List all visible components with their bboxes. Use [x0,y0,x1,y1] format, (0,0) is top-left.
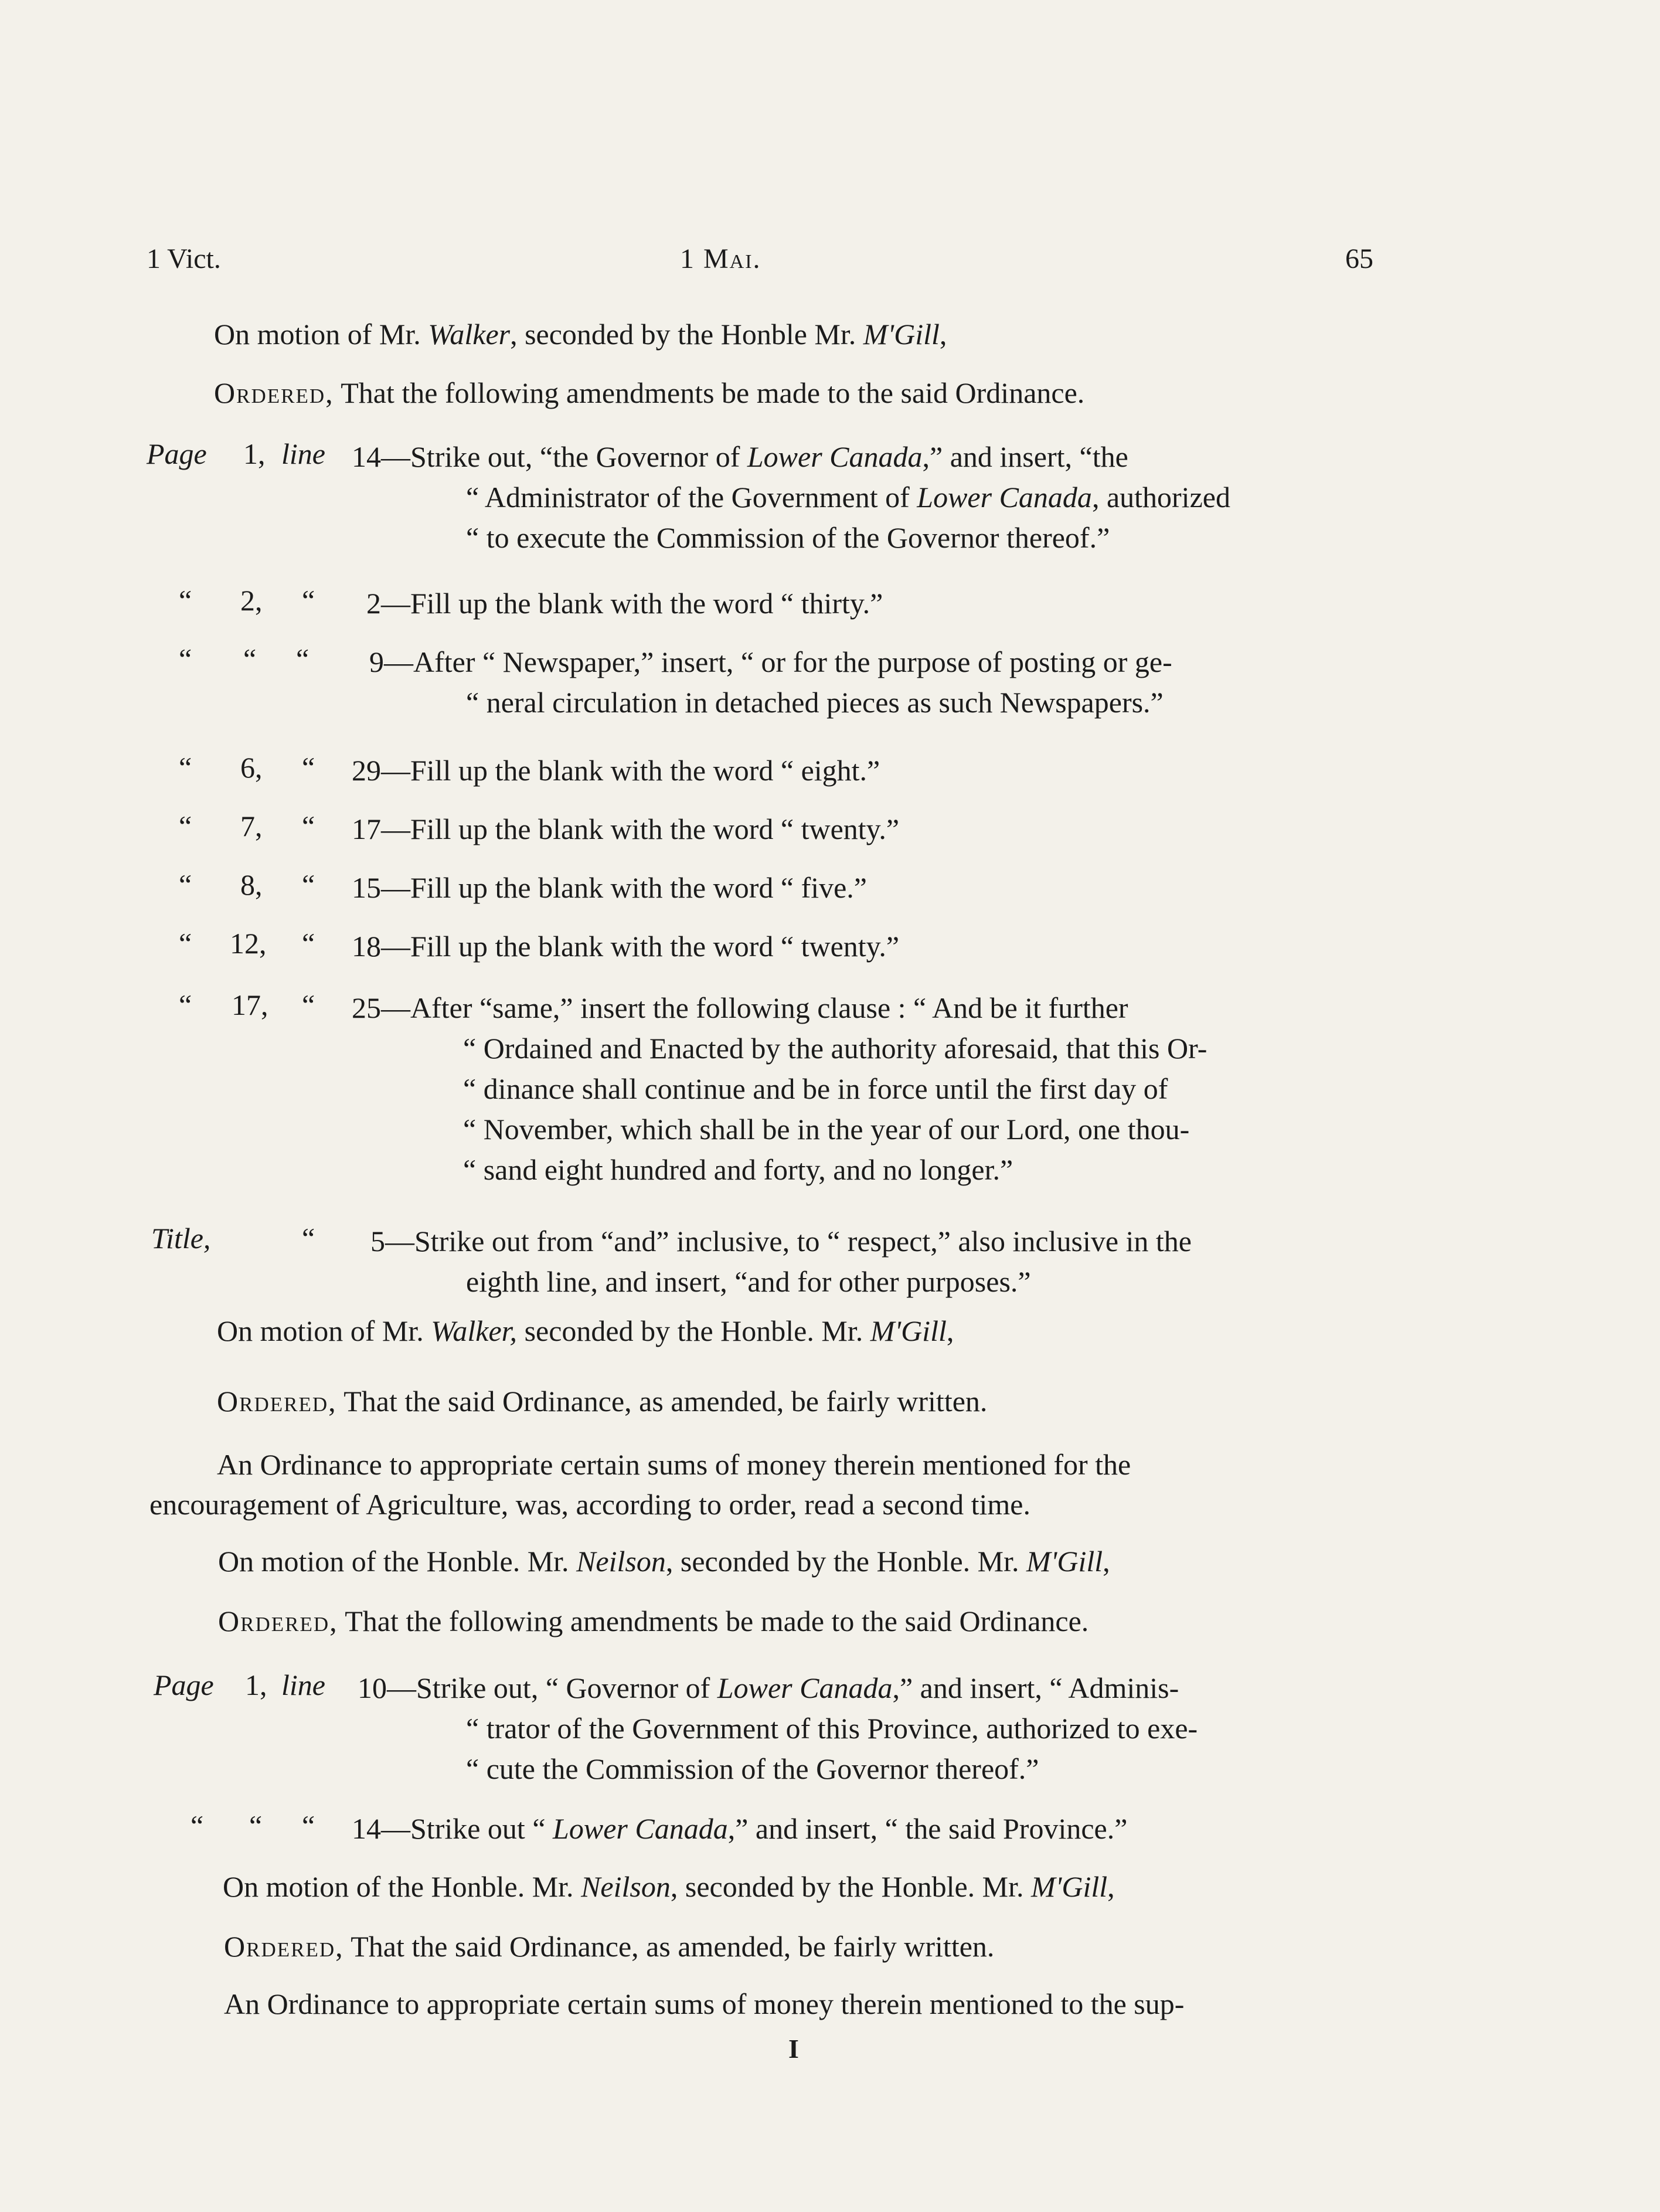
a2-entry-1-line-0-seg-0: Strike out “ [410,1812,553,1845]
ordered-1-text: That the following amendments be made to the said Ordinance. [334,376,1085,409]
a1-entry-7-line-1-seg-0: “ Ordained and Enacted by the authority aforesaid, that this Or- [463,1032,1207,1065]
motion-3-mover: Neilson [576,1545,666,1578]
a1-entry-0-line-0 [352,437,1128,477]
motion-2-mid: seconded by the Honble. Mr. [517,1314,870,1347]
a1-line-no-4: 17— [352,813,410,845]
a1-page-word-8: Title, [151,1222,211,1255]
a1-entry-8-line-0 [370,1221,1192,1262]
motion-4-mid: , seconded by the Honble. Mr. [670,1870,1032,1903]
ordinance-1-line-2: encouragement of Agriculture, was, according to order, read a second time. [149,1488,1030,1521]
a1-entry-0-line-2 [466,518,1110,558]
a1-ditto-line-3: “ [302,751,315,784]
a1-line-no-1: 2— [366,587,410,620]
motion-1-post: , [939,318,947,351]
a2-page-word-0: Page [154,1669,214,1701]
a1-entry-0-line-1-seg-2: , authorized [1091,481,1230,514]
ordered-2-label: Ordered, [217,1385,337,1418]
a1-line-no-8: 5— [370,1225,414,1258]
a1-line-no-0: 14— [352,440,410,473]
ordinance-1-line-1: An Ordinance to appropriate certain sums of money therein mentioned for the [217,1448,1131,1481]
a1-page-no-0: 1, [243,437,266,470]
a1-page-no-1: 2, [240,584,263,617]
a1-entry-7-line-4 [463,1150,1013,1190]
ordered-1 [214,375,1084,410]
a1-entry-2-line-1 [466,682,1164,723]
a1-ditto-line-8: “ [302,1222,315,1255]
signature-mark: I [788,2034,799,2064]
a2-line-label-0 [281,1668,325,1702]
a1-entry-0-line-0-seg-1: Lower Canada [747,440,923,473]
a1-line-no-3: 29— [352,754,410,787]
ordered-3-label: Ordered, [218,1605,338,1637]
motion-4-seconder: M'Gill [1031,1870,1108,1903]
a2-entry-1-line-0-seg-2: ,” and insert, “ the said Province.” [727,1812,1128,1845]
a1-ditto-page-2: “ [179,643,192,675]
a1-page-label-0 [147,437,207,471]
a2-entry-0-line-1-seg-0: “ trator of the Government of this Province, authorized to exe- [466,1712,1198,1745]
a2-entry-0-line-0 [358,1668,1179,1708]
a1-entry-5-line-0-seg-0: Fill up the blank with the word “ five.” [410,871,868,904]
a2-page-no-0: 1, [245,1669,267,1701]
ordered-4-label: Ordered, [224,1930,344,1963]
motion-1 [214,317,947,352]
a1-entry-7-line-4-seg-0: “ sand eight hundred and forty, and no longer.” [463,1153,1013,1186]
a2-entry-0-line-1 [466,1708,1198,1749]
a1-ditto-line-1: “ [302,584,315,617]
a1-entry-7-line-0-seg-0: After “same,” insert the following clause : “ And be it further [410,991,1128,1024]
a1-page-label-8 [151,1221,210,1255]
ordered-2-text: That the said Ordinance, as amended, be fairly written. [336,1385,988,1418]
a1-page-no-7: 17, [232,988,268,1021]
a2-entry-1-line-0 [352,1809,1127,1849]
a1-ditto-page-5: “ [179,868,192,901]
a1-page-no-4: 7, [240,810,263,842]
motion-1-pre: On motion of Mr. [214,318,428,351]
motion-3-seconder: M'Gill [1026,1545,1103,1578]
a1-line-label-0 [281,437,325,471]
a1-entry-7-line-2 [463,1069,1168,1109]
motion-1-seconder: M'Gill [863,318,940,351]
a1-ditto-page-6: “ [179,927,192,960]
a1-entry-8-line-1-seg-0: eighth line, and insert, “and for other purposes.” [466,1265,1031,1298]
a1-entry-2-line-0-seg-0: After “ Newspaper,” insert, “ or for the purpose of posting or ge- [413,645,1172,678]
a1-entry-8-line-1 [466,1262,1031,1302]
ordered-4-text: That the said Ordinance, as amended, be fairly written. [343,1930,995,1963]
a1-entry-4-line-0 [352,809,899,850]
ordered-2 [217,1384,987,1419]
ordered-3-text: That the following amendments be made to the said Ordinance. [338,1605,1089,1637]
a1-ditto-line-4: “ [302,810,315,842]
motion-2-pre: On motion of Mr. [217,1314,431,1347]
a1-page-no-6: 12, [230,927,267,960]
a1-ditto-page-1: “ [179,584,192,617]
a2-ditto-line-1: “ [302,1809,315,1842]
a1-entry-0-line-1-seg-1: Lower Canada [917,481,1092,514]
motion-2 [217,1313,954,1348]
a2-entry-0-line-0-seg-1: Lower Canada [717,1671,893,1704]
a2-ditto-extra: “ [249,1809,263,1842]
motion-1-mover: Walker [428,318,511,351]
a1-entry-0-line-0-seg-2: ,” and insert, “the [922,440,1128,473]
motion-3-pre: On motion of the Honble. Mr. [218,1545,577,1578]
ordinance-2-line-1: An Ordinance to appropriate certain sums of money therein mentioned to the sup- [224,1987,1185,2020]
a1-ditto-page-3: “ [179,751,192,784]
motion-3 [218,1544,1110,1579]
a1-entry-8-line-0-seg-0: Strike out from “and” inclusive, to “ respect,” also inclusive in the [414,1225,1192,1258]
motion-4-mover: Neilson [581,1870,671,1903]
a2-entry-0-line-2 [466,1749,1039,1789]
a1-page-word-0: Page [147,437,207,470]
motion-4-pre: On motion of the Honble. Mr. [223,1870,581,1903]
ordered-4 [224,1929,994,1964]
a1-entry-6-line-0-seg-0: Fill up the blank with the word “ twenty.” [410,930,900,963]
ordered-1-label: Ordered, [214,376,334,409]
motion-2-post: , [946,1314,954,1347]
ordered-3 [218,1603,1088,1639]
a1-entry-1-line-0 [366,583,883,624]
motion-2-mover: Walker, [431,1314,518,1347]
a1-entry-0-line-1 [466,477,1230,518]
a1-entry-0-line-0-seg-0: Strike out, “the Governor of [410,440,747,473]
a1-entry-4-line-0-seg-0: Fill up the blank with the word “ twenty.” [410,813,900,845]
a1-ditto-page-7: “ [179,988,192,1021]
a1-ditto-page-4: “ [179,810,192,842]
a1-ditto-line-2: “ [296,643,309,675]
motion-4-post: , [1107,1870,1115,1903]
a1-entry-7-line-0 [352,988,1128,1028]
a1-entry-0-line-2-seg-0: “ to execute the Commission of the Governor thereof.” [466,521,1110,554]
a2-line-word-0: line [281,1669,325,1701]
a1-entry-7-line-2-seg-0: “ dinance shall continue and be in force until the first day of [463,1072,1168,1105]
a1-entry-2-line-1-seg-0: “ neral circulation in detached pieces as such Newspapers.” [466,686,1164,719]
a2-entry-0-line-0-seg-2: ,” and insert, “ Adminis- [892,1671,1179,1704]
header-center: 1 Mai. [680,243,761,274]
a2-entry-1-line-0-seg-1: Lower Canada [553,1812,728,1845]
a1-entry-7-line-3 [463,1109,1189,1150]
a1-line-no-7: 25— [352,991,410,1024]
motion-2-seconder: M'Gill [870,1314,947,1347]
a2-line-no-1: 14— [352,1812,410,1845]
motion-3-mid: , seconded by the Honble. Mr. [665,1545,1027,1578]
a1-entry-7-line-1 [463,1028,1207,1069]
a2-ditto-page-1: “ [191,1809,204,1842]
a2-line-no-0: 10— [358,1671,416,1704]
a2-entry-0-line-0-seg-0: Strike out, “ Governor of [416,1671,717,1704]
a1-page-no-5: 8, [240,868,263,901]
a1-entry-1-line-0-seg-0: Fill up the blank with the word “ thirty.” [410,587,883,620]
a1-entry-0-line-1-seg-0: “ Administrator of the Government of [466,481,917,514]
a1-entry-7-line-3-seg-0: “ November, which shall be in the year of our Lord, one thou- [463,1113,1190,1146]
a1-page-no-2: “ [243,643,257,675]
motion-1-mid: , seconded by the Honble Mr. [510,318,863,351]
a1-ditto-line-7: “ [302,988,315,1021]
a1-entry-6-line-0 [352,926,899,967]
a1-entry-3-line-0 [352,750,880,791]
a2-page-label-0 [154,1668,214,1702]
motion-4 [223,1869,1115,1904]
a1-line-no-6: 18— [352,930,410,963]
a1-entry-2-line-0 [369,642,1172,682]
a1-line-no-5: 15— [352,871,410,904]
header-left: 1 Vict. [147,243,221,274]
a1-entry-3-line-0-seg-0: Fill up the blank with the word “ eight.” [410,754,880,787]
motion-3-post: , [1103,1545,1110,1578]
a1-line-word-0: line [281,437,325,470]
a1-entry-5-line-0 [352,868,867,908]
a1-line-no-2: 9— [369,645,413,678]
a1-ditto-line-6: “ [302,927,315,960]
a1-page-no-3: 6, [240,751,263,784]
page-number: 65 [1345,243,1373,274]
a1-ditto-line-5: “ [302,868,315,901]
a2-entry-0-line-2-seg-0: “ cute the Commission of the Governor thereof.” [466,1752,1039,1785]
